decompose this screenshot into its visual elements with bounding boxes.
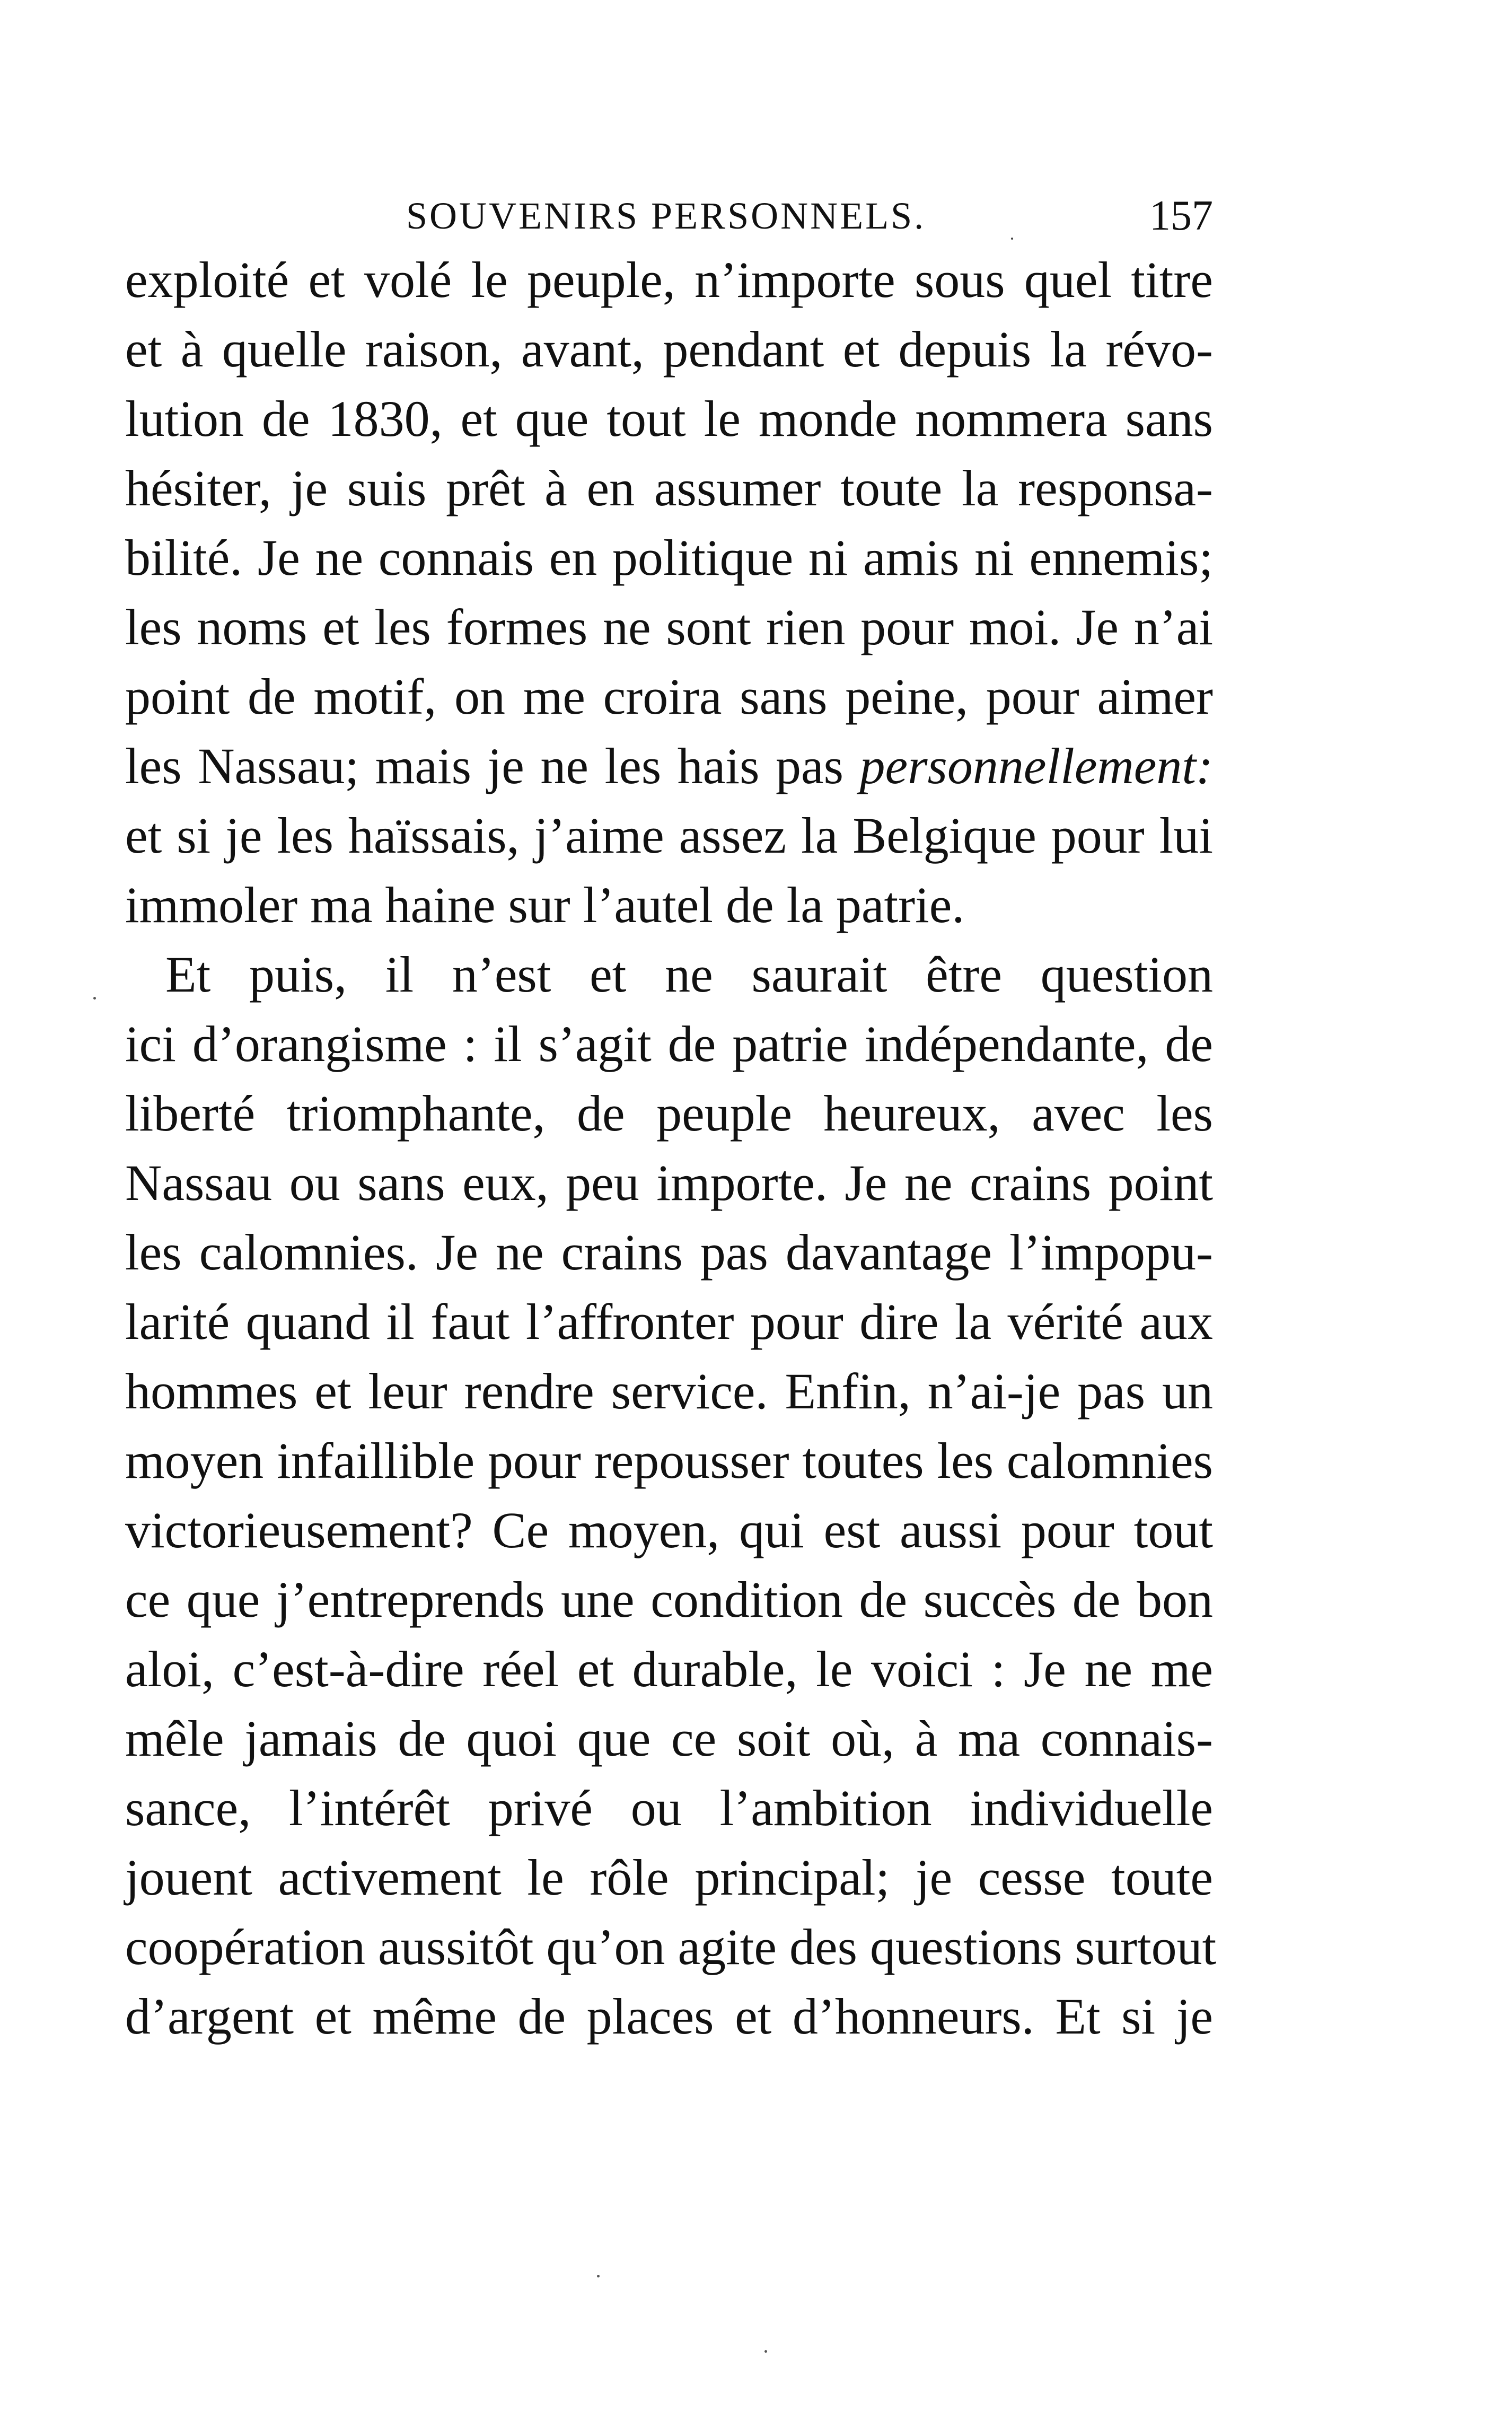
- running-title: SOUVENIRS PERSONNELS.: [406, 195, 926, 237]
- running-head: [125, 187, 1213, 245]
- text-line: victorieusement? Ce moyen, qui est aussi pour tout: [125, 1502, 1213, 1558]
- text-line: liberté triomphante, de peuple heureux, avec les: [125, 1085, 1213, 1142]
- text-line: hommes et leur rendre service. Enfin, n’ai-je pas un: [125, 1363, 1213, 1419]
- text-line: jouent activement le rôle principal; je cesse toute: [125, 1849, 1213, 1906]
- text-line: ce que j’entreprends une condition de succès de bon: [125, 1571, 1213, 1628]
- print-speck: [597, 2275, 600, 2277]
- text-line: aloi, c’est-à-dire réel et durable, le voici : Je ne me: [125, 1641, 1213, 1697]
- text-line: et si je les haïssais, j’aime assez la Belgique pour lui: [125, 807, 1213, 864]
- text-line-roman: les Nassau; mais je ne les hais pas: [125, 738, 860, 794]
- italic-word: personnellement:: [859, 738, 1213, 794]
- text-line: [125, 731, 1213, 801]
- text-line: lution de 1830, et que tout le monde nommera sans: [125, 390, 1213, 447]
- text-line: sance, l’intérêt privé ou l’ambition individuelle: [125, 1780, 1213, 1836]
- body-text: [125, 245, 1217, 2051]
- text-line: mêle jamais de quoi que ce soit où, à ma connais-: [125, 1710, 1213, 1767]
- text-line: coopération aussitôt qu’on agite des questions surtout: [125, 1918, 1217, 1975]
- print-speck: [1011, 238, 1013, 240]
- text-line: d’argent et même de places et d’honneurs. Et si je: [125, 1988, 1213, 2045]
- text-line: exploité et volé le peuple, n’importe sous quel titre: [125, 251, 1213, 308]
- page-number: 157: [1149, 192, 1213, 239]
- print-speck: [764, 2350, 767, 2353]
- text-line: hésiter, je suis prêt à en assumer toute la responsa-: [125, 460, 1213, 516]
- text-line: immoler ma haine sur l’autel de la patrie.: [125, 877, 965, 933]
- print-speck: [93, 997, 96, 1000]
- text-line: point de motif, on me croira sans peine, pour aimer: [125, 668, 1213, 725]
- text-line: Nassau ou sans eux, peu importe. Je ne crains point: [125, 1154, 1213, 1211]
- text-line: les calomnies. Je ne crains pas davantage l’impopu-: [125, 1224, 1213, 1281]
- text-line: ici d’orangisme : il s’agit de patrie indépendante, de: [125, 1015, 1213, 1072]
- text-line: et à quelle raison, avant, pendant et depuis la révo-: [125, 321, 1213, 378]
- text-line: moyen infaillible pour repousser toutes les calomnies: [125, 1432, 1213, 1489]
- text-line: les noms et les formes ne sont rien pour moi. Je n’ai: [125, 599, 1213, 655]
- text-line: larité quand il faut l’affronter pour dire la vérité aux: [125, 1293, 1213, 1350]
- text-line: bilité. Je ne connais en politique ni amis ni ennemis;: [125, 529, 1213, 586]
- text-line: Et puis, il n’est et ne saurait être question: [165, 946, 1213, 1003]
